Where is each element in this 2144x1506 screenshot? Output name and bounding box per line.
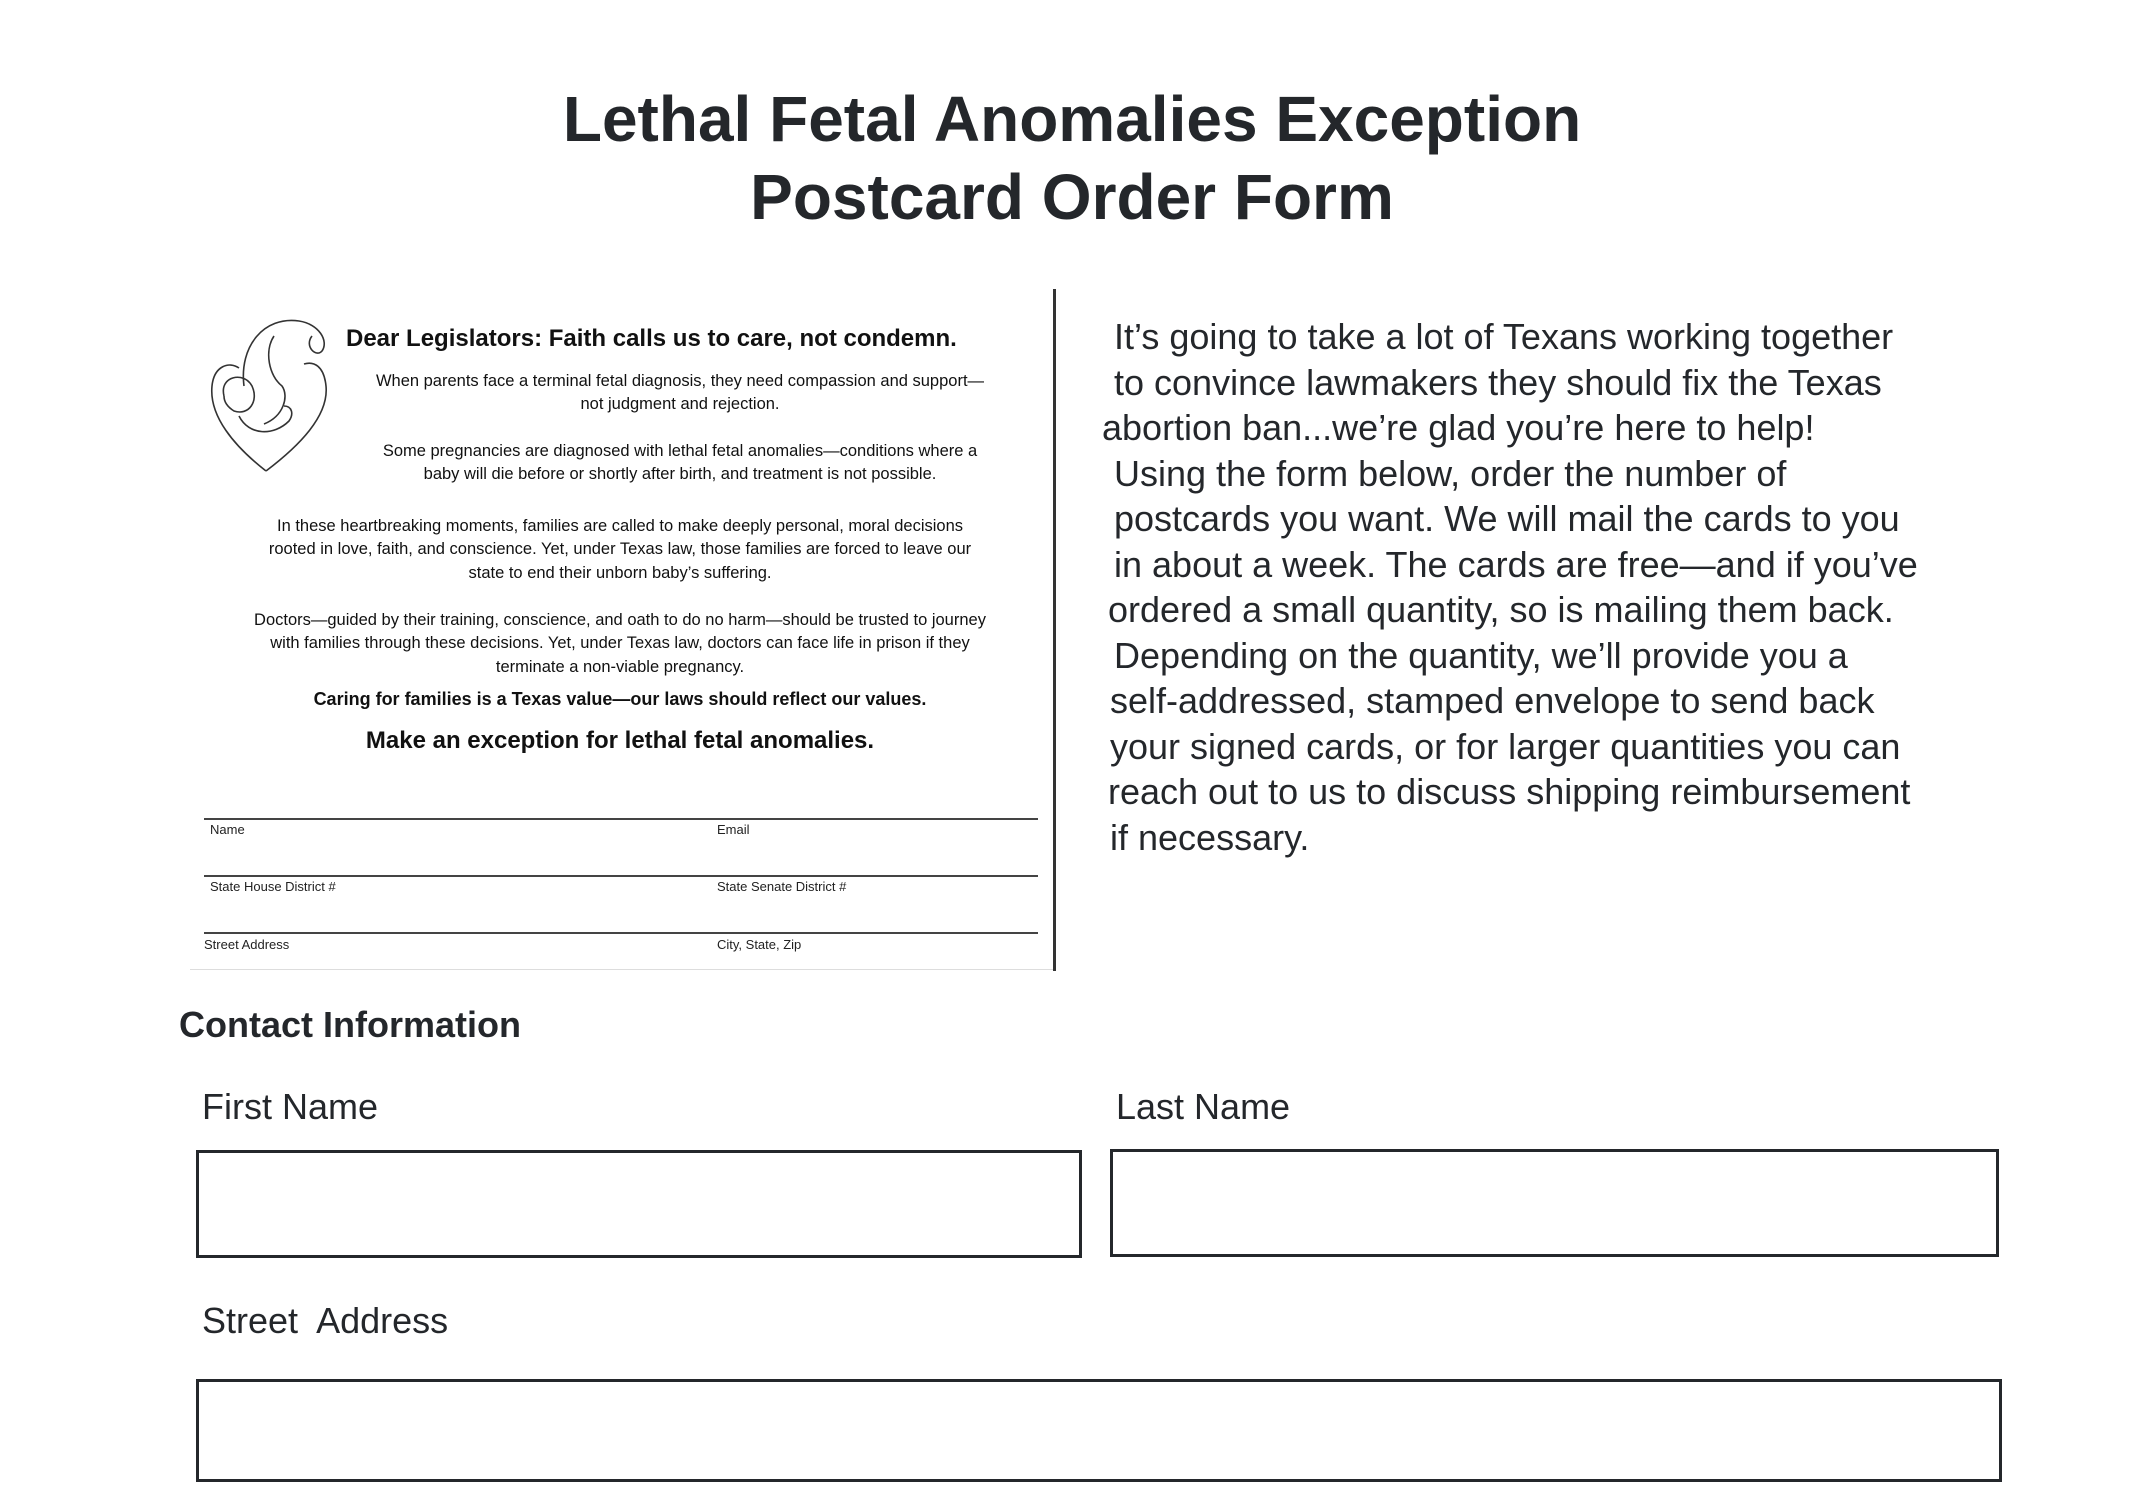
postcard-text: with families through these decisions. Yet, under Texas law, doctors can face life in prison if they bbox=[270, 634, 970, 652]
mother-child-heart-illustration bbox=[204, 306, 334, 476]
last-name-label: Last Name bbox=[1116, 1086, 1291, 1127]
postcard-bold-statement: Caring for families is a Texas value—our laws should reflect our values. bbox=[313, 689, 927, 709]
divider bbox=[204, 932, 1038, 934]
last-name-input[interactable] bbox=[1110, 1149, 1999, 1257]
postcard-text: Doctors—guided by their training, conscience, and oath to do no harm—should be trusted to journey bbox=[254, 611, 986, 629]
postcard-text: In these heartbreaking moments, families are called to make deeply personal, moral decisions bbox=[276, 517, 964, 535]
postcard-text: terminate a non-viable pregnancy. bbox=[495, 658, 745, 676]
postcard-text: state to end their unborn baby’s suffering. bbox=[468, 564, 772, 582]
postcard-field-label: Street Address bbox=[204, 937, 290, 952]
intro-text: It’s going to take a lot of Texans working together to convince lawmakers they should fix the Texas abortion ban...we’re glad you’re here to help! Using the form below, order the number of postcards you want. We will mail the cards to you in about a week. The cards are free—and if you’ve ordered a small quantity, so is mailing them back. Depending on the quantity, we’ll provide you a self-addressed, stamped envelope to send back your signed cards, or for larger quantities you can reach out to us to discuss shipping reimbursement if necessary. bbox=[1102, 316, 1918, 858]
street-address-input[interactable] bbox=[196, 1379, 2002, 1482]
first-name-label: First Name bbox=[202, 1086, 379, 1127]
postcard-call-to-action: Make an exception for lethal fetal anomalies. bbox=[365, 727, 875, 754]
postcard-text: not judgment and rejection. bbox=[580, 395, 780, 413]
section-heading-contact: Contact Information bbox=[179, 1004, 521, 1045]
postcard-field-label: City, State, Zip bbox=[717, 937, 802, 952]
postcard-text: baby will die before or shortly after birth, and treatment is not possible. bbox=[423, 465, 937, 483]
first-name-input[interactable] bbox=[196, 1150, 1082, 1258]
postcard-text: rooted in love, faith, and conscience. Yet, under Texas law, those families are forced to leave our bbox=[268, 540, 972, 558]
postcard-text: When parents face a terminal fetal diagnosis, they need compassion and support— bbox=[375, 372, 985, 390]
postcard-field-label: State Senate District # bbox=[717, 879, 847, 894]
postcard-heading: Dear Legislators: Faith calls us to care, not condemn. bbox=[346, 325, 957, 352]
divider bbox=[204, 818, 1038, 820]
page-title: Lethal Fetal Anomalies Exception Postcard Order Form bbox=[562, 83, 1582, 233]
postcard-field-label: Email bbox=[717, 822, 750, 837]
postcard-preview-image bbox=[190, 289, 1055, 970]
street-address-label: Street Address bbox=[202, 1300, 449, 1341]
postcard-field-label: State House District # bbox=[210, 879, 336, 894]
divider bbox=[204, 875, 1038, 877]
vertical-divider bbox=[1053, 289, 1056, 971]
postcard-field-label: Name bbox=[210, 822, 245, 837]
postcard-text: Some pregnancies are diagnosed with lethal fetal anomalies—conditions where a bbox=[382, 442, 978, 460]
